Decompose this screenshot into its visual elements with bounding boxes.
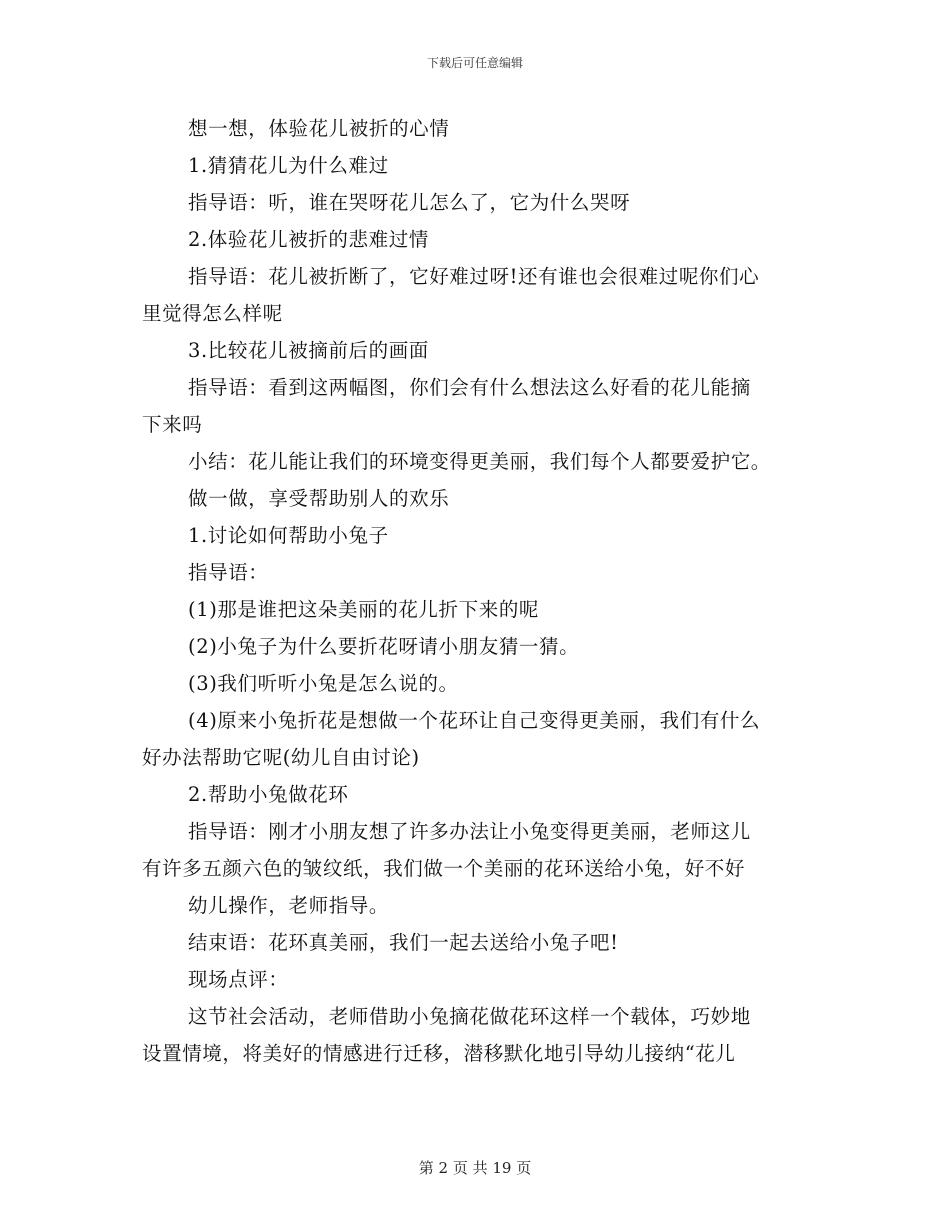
paragraph-line: 里觉得怎么样呢 bbox=[142, 302, 283, 325]
paragraph-line: 好办法帮助它呢(幼儿自由讨论) bbox=[142, 746, 420, 769]
paragraph-line: 3.比较花儿被摘前后的画面 bbox=[188, 339, 429, 362]
paragraph-line: 下来吗 bbox=[142, 413, 203, 436]
paragraph-line: 指导语：花儿被折断了，它好难过呀!还有谁也会很难过呢你们心 bbox=[188, 265, 760, 288]
paragraph-line: 结束语：花环真美丽，我们一起去送给小兔子吧! bbox=[188, 931, 619, 954]
page-footer: 第 2 页 共 19 页 bbox=[418, 1159, 532, 1177]
paragraph-line: (4)原来小兔折花是想做一个花环让自己变得更美丽，我们有什么 bbox=[188, 709, 761, 732]
paragraph-line: 指导语：听，谁在哭呀花儿怎么了，它为什么哭呀 bbox=[188, 191, 631, 214]
document-body bbox=[142, 110, 812, 1072]
paragraph-line: (3)我们听听小兔是怎么说的。 bbox=[188, 672, 459, 695]
paragraph-line: 指导语： bbox=[188, 561, 269, 584]
paragraph-line: 做一做，享受帮助别人的欢乐 bbox=[188, 487, 450, 510]
paragraph-line: 想一想，体验花儿被折的心情 bbox=[188, 117, 450, 140]
paragraph-line: 有许多五颜六色的皱纹纸，我们做一个美丽的花环送给小兔，好不好 bbox=[142, 857, 746, 880]
paragraph-line: 这节社会活动，老师借助小兔摘花做花环这样一个载体，巧妙地 bbox=[188, 1005, 751, 1028]
paragraph-line: 指导语：刚才小朋友想了许多办法让小兔变得更美丽，老师这儿 bbox=[188, 820, 751, 843]
paragraph-line: 1.讨论如何帮助小兔子 bbox=[188, 524, 389, 547]
paragraph-line: 2.体验花儿被折的悲难过情 bbox=[188, 228, 429, 251]
paragraph-line: 2.帮助小兔做花环 bbox=[188, 783, 349, 806]
paragraph-line: 设置情境，将美好的情感进行迁移，潜移默化地引导幼儿接纳“花儿 bbox=[142, 1042, 736, 1065]
paragraph-line: 1.猜猜花儿为什么难过 bbox=[188, 154, 389, 177]
paragraph-line: 幼儿操作，老师指导。 bbox=[188, 894, 390, 917]
paragraph-line: (1)那是谁把这朵美丽的花儿折下来的呢 bbox=[188, 598, 540, 621]
paragraph-line: 小结：花儿能让我们的环境变得更美丽，我们每个人都要爱护它。 bbox=[188, 450, 771, 473]
paragraph-line: 现场点评： bbox=[188, 968, 289, 991]
paragraph-line: (2)小兔子为什么要折花呀请小朋友猜一猜。 bbox=[188, 635, 580, 658]
paragraph-line: 指导语：看到这两幅图，你们会有什么想法这么好看的花儿能摘 bbox=[188, 376, 751, 399]
page-header: 下载后可任意编辑 bbox=[426, 56, 523, 70]
